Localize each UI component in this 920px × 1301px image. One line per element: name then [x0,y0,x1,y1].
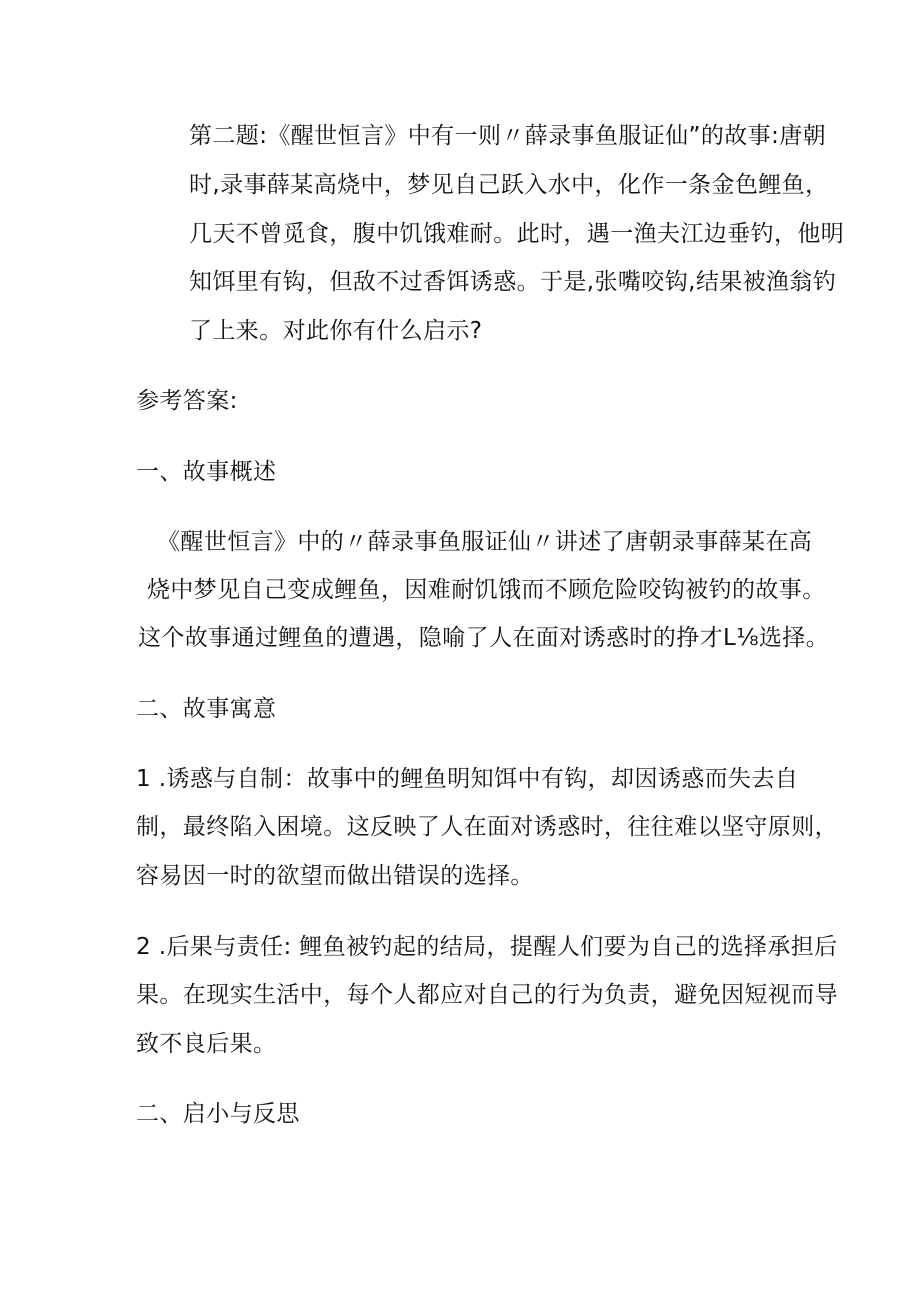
section-2-item-2-line-2: 果。在现实生活中，每个人都应对自己的行为负责，避免因短视而导 [136,982,838,1008]
section-2-item-2-line-1: 2 .后果与责任: 鲤鱼被钓起的结局，提醒人们要为自己的选择承担后 [136,934,838,960]
section-2-heading: 二、故事寓意 [136,696,277,722]
question-line-1: 第二题:《醒世恒言》中有一则〃薛录事鱼服证仙”的故事:唐朝 [189,123,827,149]
section-2-item-1-line-2: 制，最终陷入困境。这反映了人在面对诱惑时，往往难以坚守原则， [136,814,838,840]
section-3-heading: 二、启小与反思 [136,1101,300,1127]
question-line-4: 知饵里有钩，但敌不过香饵诱惑。于是,张嘴咬钩,结果被渔翁钓 [189,269,837,295]
question-line-5: 了上来。对此你有什么启示? [189,318,483,344]
section-1-line-1: 《醒世恒言》中的〃薛录事鱼服证仙〃讲述了唐朝录事薛某在高 [157,529,813,555]
answer-label: 参考答案: [136,388,238,414]
section-1-heading: 一、故事概述 [136,459,277,485]
section-2-item-1-line-1: 1 .诱惑与自制：故事中的鲤鱼明知饵中有钩，却因诱惑而失去自 [136,766,799,792]
section-1-line-2: 烧中梦见自己变成鲤鱼，因难耐饥饿而不顾危险咬钩被钓的故事。 [147,577,826,603]
section-2-item-1-line-3: 容易因一时的欲望而做出错误的选择。 [136,863,534,889]
section-2-item-2-line-3: 致不良后果。 [136,1031,277,1057]
question-line-3: 几天不曾觅食，腹中饥饿难耐。此时，遇一渔夫江边垂钓，他明 [189,221,845,247]
section-1-line-3: 这个故事通过鲤鱼的遭遇，隐喻了人在面对诱惑时的挣才L⅛选择。 [138,625,830,651]
question-line-2: 时,录事薛某高烧中，梦见自己跃入水中，化作一条金色鲤鱼， [189,172,829,198]
